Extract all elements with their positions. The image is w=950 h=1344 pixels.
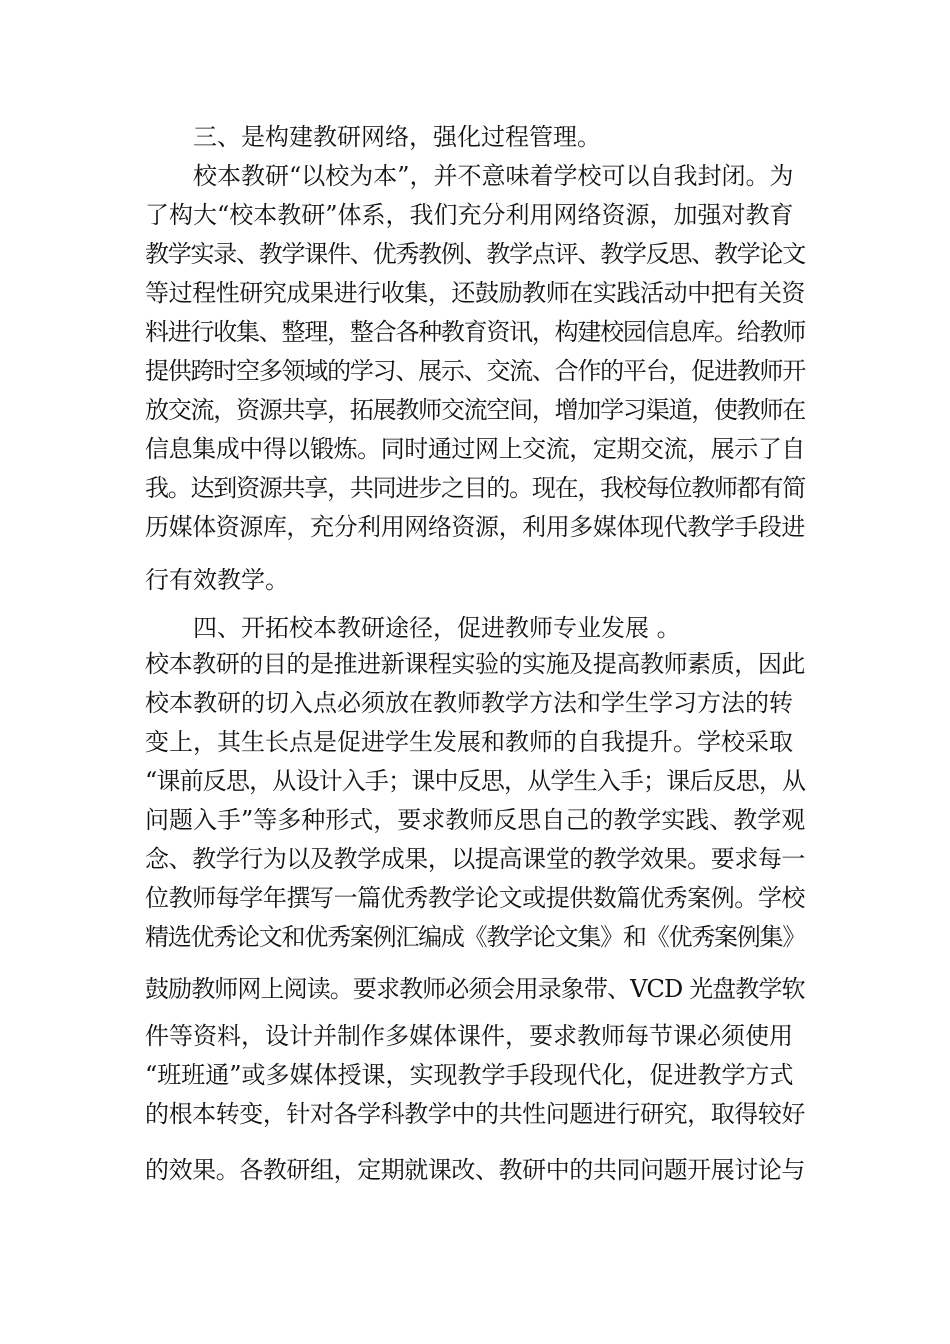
paragraph-line: 行有效教学。 <box>145 566 289 594</box>
paragraph-line: 提供跨时空多领域的学习、展示、交流、合作的平台，促进教师开 <box>145 357 805 385</box>
paragraph-line: 位教师每学年撰写一篇优秀教学论文或提供数篇优秀案例。学校 <box>145 884 805 912</box>
paragraph-line: 历媒体资源库，充分利用网络资源，利用多媒体现代教学手段进 <box>145 513 805 541</box>
paragraph-line: 我。达到资源共享，共同进步之目的。现在，我校每位教师都有简 <box>145 474 805 502</box>
paragraph-line: “课前反思，从设计入手；课中反思，从学生入手；课后反思，从 <box>145 767 806 795</box>
paragraph-line: 校本教研“以校为本”，并不意味着学校可以自我封闭。为 <box>193 162 794 190</box>
paragraph-line: 变上，其生长点是促进学生发展和教师的自我提升。学校采取 <box>145 728 793 756</box>
paragraph-line: “班班通”或多媒体授课，实现教学手段现代化，促进教学方式 <box>145 1061 794 1089</box>
paragraph-line: 等过程性研究成果进行收集，还鼓励教师在实践活动中把有关资 <box>145 279 805 307</box>
paragraph-line: 精选优秀论文和优秀案例汇编成《教学论文集》和《优秀案例集》 <box>145 923 805 951</box>
paragraph-line: 料进行收集、整理，整合各种教育资讯，构建校园信息库。给教师 <box>145 318 805 346</box>
section-heading-3: 三、是构建教研网络，强化过程管理。 <box>193 123 601 151</box>
paragraph-line: 念、教学行为以及教学成果，以提高课堂的教学效果。要求每一 <box>145 845 805 873</box>
paragraph-line: 教学实录、教学课件、优秀教例、教学点评、教学反思、教学论文 <box>145 240 805 268</box>
paragraph-line: 件等资料，设计并制作多媒体课件，要求教师每节课必须使用 <box>145 1022 793 1050</box>
paragraph-line: 信息集成中得以锻炼。同时通过网上交流，定期交流，展示了自 <box>145 435 805 463</box>
paragraph-line: 放交流，资源共享，拓展教师交流空间，增加学习渠道，使教师在 <box>145 396 805 424</box>
paragraph-line: 鼓励教师网上阅读。要求教师必须会用录象带、VCD 光盘教学软 <box>145 975 805 1003</box>
paragraph-line: 问题入手”等多种形式，要求教师反思自己的教学实践、教学观 <box>145 806 806 834</box>
paragraph-line: 校本教研的切入点必须放在教师教学方法和学生学习方法的转 <box>145 689 793 717</box>
paragraph-line: 的根本转变，针对各学科教学中的共性问题进行研究，取得较好 <box>145 1100 805 1128</box>
paragraph-line: 的效果。各教研组，定期就课改、教研中的共同问题开展讨论与 <box>145 1156 805 1184</box>
paragraph-line: 校本教研的目的是推进新课程实验的实施及提高教师素质，因此 <box>145 650 805 678</box>
paragraph-line: 了构大“校本教研”体系，我们充分利用网络资源，加强对教育 <box>145 201 794 229</box>
section-heading-4: 四、开拓校本教研途径，促进教师专业发展 。 <box>193 614 681 642</box>
